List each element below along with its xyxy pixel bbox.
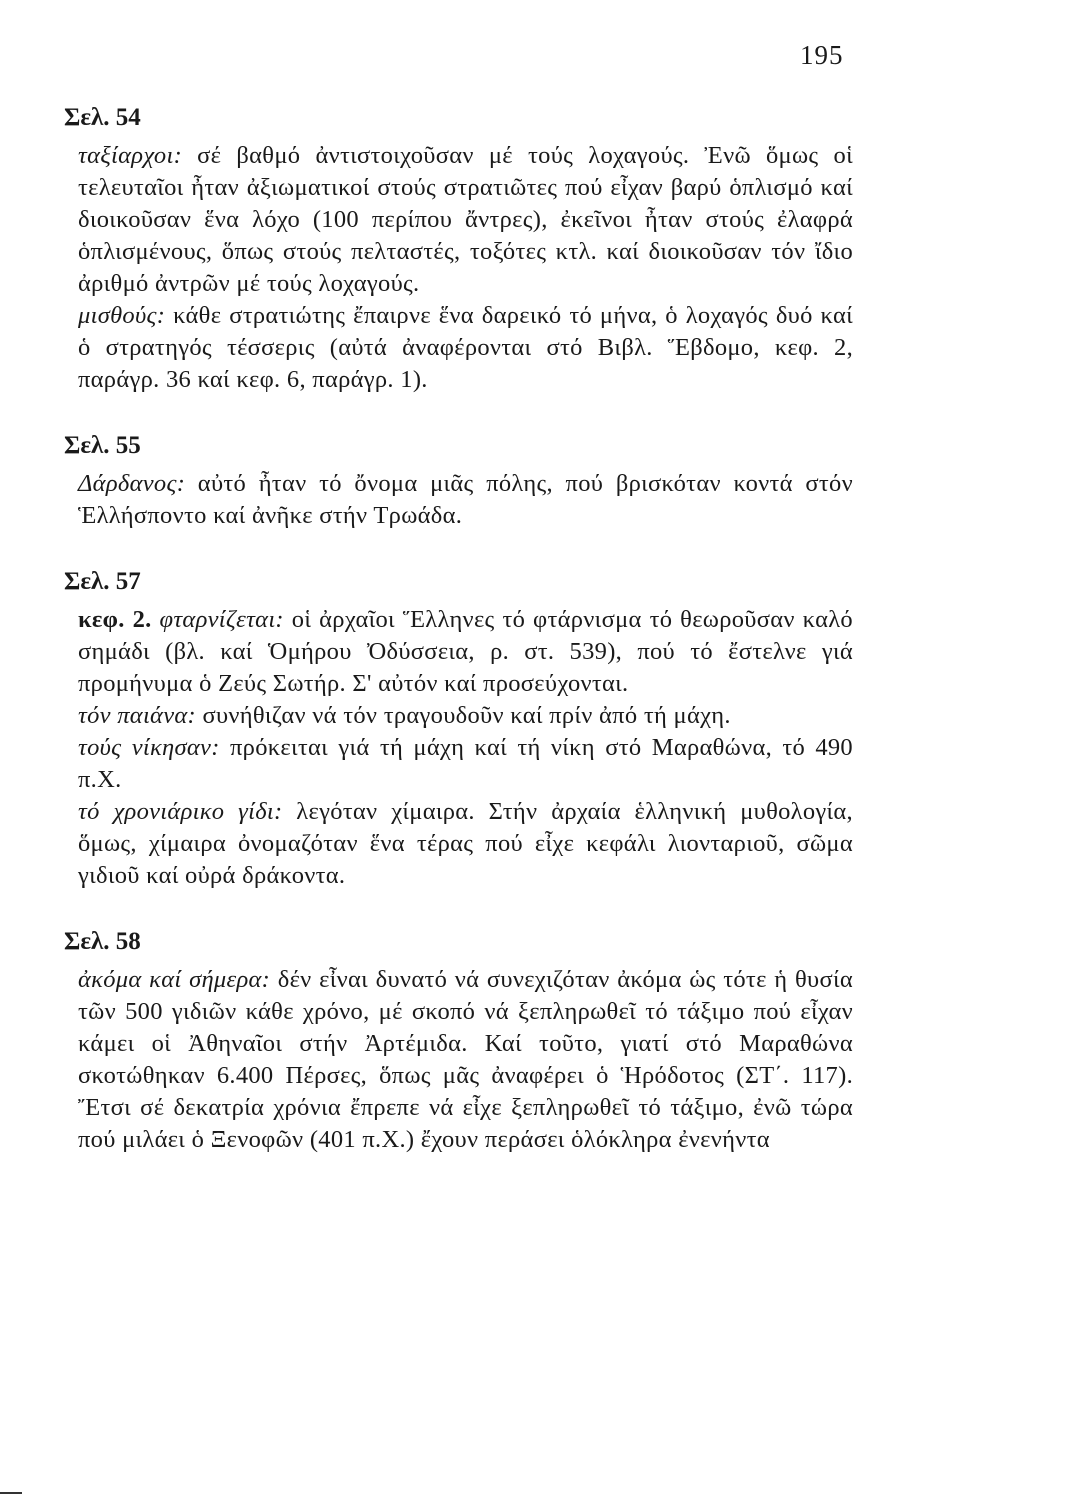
chapter-label: κεφ. 2.: [78, 606, 152, 633]
note-term: ἀκόμα καί σήμερα:: [78, 966, 271, 993]
section-heading: Σελ. 57: [64, 568, 141, 595]
note-text: σέ βαθμό ἀντιστοιχοῦσαν μέ τούς λοχαγούς. Ἐνῶ ὅμως οἱ τελευταῖοι ἦταν ἀξιωματικοί στούς στρατιῶτες πού εἶχαν βαρύ ὁπλισμό καί διοικοῦσαν ἕνα λόχο (100 περίπου ἄντρες), ἐκεῖνοι ἦταν στούς ἐλαφρά ὁπλισμένους, ὅπως στούς πελταστές, τοξότες κτλ. καί διοικοῦσαν τόν ἴδιο ἀριθμό ἀντρῶν μέ τούς λοχαγούς.: [78, 142, 853, 297]
note-text: λεγόταν χίμαιρα. Στήν ἀρχαία ἑλληνική μυθολογία, ὅμως, χίμαιρα ὀνομαζόταν ἕνα τέρας πού εἶχε κεφάλι λιονταριοῦ, σῶμα γιδιοῦ καί οὐρά δράκοντα.: [78, 798, 853, 889]
note-term: φταρνίζεται:: [151, 606, 284, 633]
note-paragraph: [78, 796, 853, 892]
note-text: οἱ ἀρχαῖοι Ἕλληνες τό φτάρνισμα τό θεωροῦσαν καλό σημάδι (βλ. καί Ὁμήρου Ὀδύσσεια, ρ. στ. 539), πού τό ἔστελνε γιά προμήνυμα ὁ Ζεύς Σωτήρ. Σ' αὐτόν καί προσεύχονται.: [78, 606, 853, 697]
note-paragraph: [78, 468, 853, 532]
section-54: [64, 98, 853, 396]
note-paragraph: [78, 700, 853, 732]
note-term: Δάρδανος:: [78, 470, 186, 497]
note-text: συνήθιζαν νά τόν τραγουδοῦν καί πρίν ἀπό τή μάχη.: [196, 702, 731, 729]
note-paragraph: [78, 140, 853, 300]
note-term: τόν παιάνα:: [78, 702, 197, 729]
note-paragraph: [78, 300, 853, 396]
note-term: μισθούς:: [78, 302, 166, 329]
note-paragraph: [78, 604, 853, 700]
section-55: [64, 426, 853, 532]
note-text: πρόκειται γιά τή μάχη καί τή νίκη στό Μαραθώνα, τό 490 π.Χ.: [78, 734, 853, 793]
page-number: 195: [800, 40, 844, 70]
section-heading: Σελ. 55: [64, 432, 141, 459]
section-57: [64, 562, 853, 892]
note-term: ταξίαρχοι:: [78, 142, 183, 169]
note-paragraph: [78, 732, 853, 796]
note-text: κάθε στρατιώτης ἔπαιρνε ἕνα δαρεικό τό μήνα, ὁ λοχαγός δυό καί ὁ στρατηγός τέσσερις (αὐτά ἀναφέρονται στό Βιβλ. Ἕβδομο, κεφ. 2, παράγρ. 36 καί κεφ. 6, παράγρ. 1).: [78, 302, 853, 393]
note-term: τούς νίκησαν:: [78, 734, 220, 761]
note-text: αὐτό ἦταν τό ὄνομα μιᾶς πόλης, πού βρισκόταν κοντά στόν Ἑλλήσποντο καί ἀνῆκε στήν Τρωάδα.: [78, 470, 853, 529]
note-term: τό χρονιάρικο γίδι:: [78, 798, 283, 825]
note-text: δέν εἶναι δυνατό νά συνεχιζόταν ἀκόμα ὡς τότε ἡ θυσία τῶν 500 γιδιῶν κάθε χρόνο, μέ σκοπό νά ξεπληρωθεῖ τό τάξιμο πού εἶχαν κάμει οἱ Ἀθηναῖοι στήν Ἀρτέμιδα. Καί τοῦτο, γιατί στό Μαραθώνα σκοτώθηκαν 6.400 Πέρσες, ὅπως μᾶς ἀναφέρει ὁ Ἡρόδοτος (ΣΤ΄. 117). Ἔτσι σέ δεκατρία χρόνια ἔπρεπε νά εἶχε ξεπληρωθεῖ τό τάξιμο, ἐνῶ τώρα πού μιλάει ὁ Ξενοφῶν (401 π.Χ.) ἔχουν περάσει ὁλόκληρα ἐνενήντα: [78, 966, 853, 1153]
scan-edge-mark: [0, 1492, 22, 1494]
section-heading: Σελ. 54: [64, 104, 141, 131]
note-paragraph: [78, 964, 853, 1156]
section-heading: Σελ. 58: [64, 928, 141, 955]
page-body: [64, 98, 853, 1156]
section-58: [64, 922, 853, 1156]
